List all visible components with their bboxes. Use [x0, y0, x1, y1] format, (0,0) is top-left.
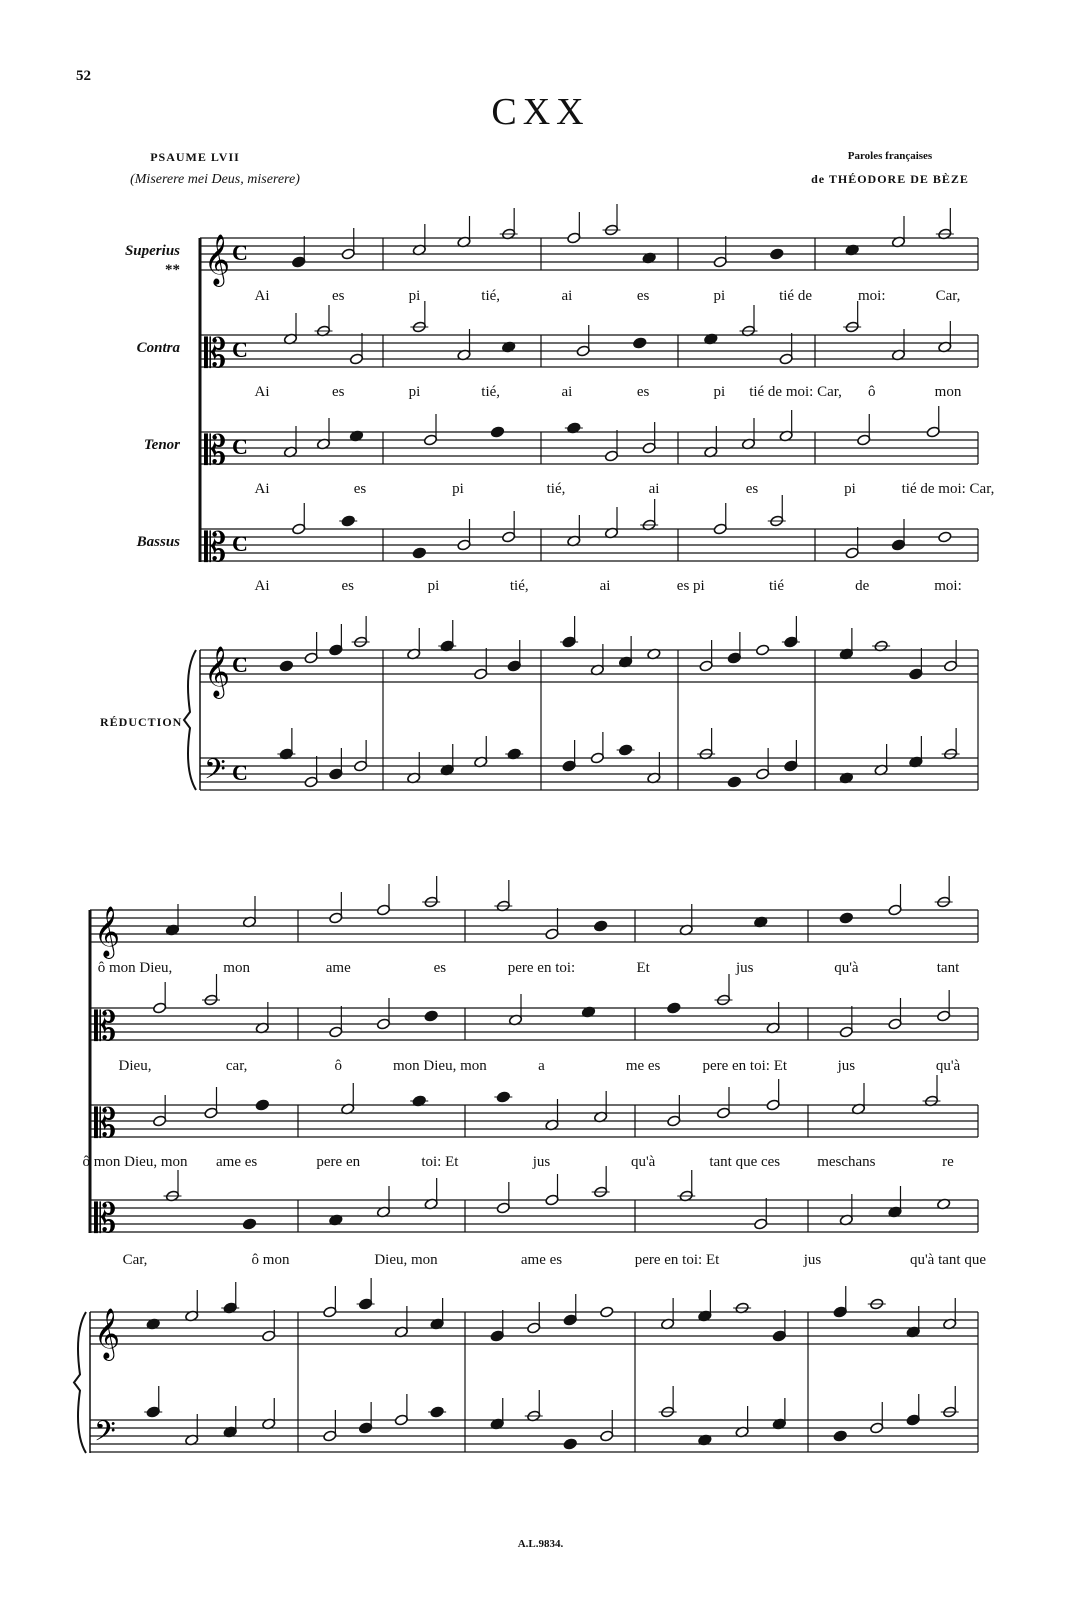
lyric-syllable: mon	[934, 384, 962, 400]
lyric-syllable: de	[855, 578, 870, 594]
lyric-syllable: Ai	[254, 578, 270, 594]
voice-label-bassus: Bassus	[136, 534, 180, 550]
lyric-syllable: jus	[532, 1154, 551, 1170]
barlines	[74, 238, 978, 1453]
note-head	[594, 920, 608, 932]
lyric-syllable: moi:	[858, 288, 886, 304]
clef-icon: 𝄡	[204, 525, 227, 571]
lyric-syllable: ame es	[216, 1154, 258, 1170]
note-head	[833, 1430, 847, 1442]
lyric-syllable: pi	[408, 288, 421, 304]
lyric-syllable: tié,	[481, 288, 501, 304]
lyric-syllable: moi:	[934, 578, 962, 594]
note-head	[727, 776, 741, 788]
lyric-syllable: toi: Et	[421, 1154, 459, 1170]
lyric-syllable: qu'à	[935, 1058, 961, 1074]
lyric-syllable: tié	[769, 578, 784, 594]
lyric-syllable: ai	[561, 384, 573, 400]
lyric-syllable: Car,	[122, 1252, 148, 1268]
lyric-syllable: pere en	[316, 1154, 361, 1170]
lyric-syllable: qu'à tant que	[909, 1252, 987, 1268]
note-head	[633, 337, 647, 349]
clef-icon: 𝄡	[204, 428, 227, 474]
lyric-syllable: es	[745, 481, 759, 497]
lyric-syllable: ai	[561, 288, 573, 304]
lyric-syllable: ô	[868, 384, 876, 400]
plate-number: A.L.9834.	[517, 1538, 564, 1550]
lyric-syllable: tant	[936, 960, 960, 976]
lyric-syllable: mon	[223, 960, 250, 976]
lyric-syllable: mon Dieu, mon	[393, 1058, 487, 1074]
piano-brace	[74, 1312, 86, 1453]
note-head	[600, 1306, 614, 1318]
clef-icon: 𝄡	[94, 1004, 117, 1050]
lyric-syllable: pere en toi:	[507, 960, 576, 976]
note-head	[938, 531, 952, 543]
lyric-syllable: me es	[625, 1058, 661, 1074]
note-head	[242, 1218, 256, 1230]
lyric-syllable: pere en toi: Et	[634, 1252, 720, 1268]
lyric-syllable: a	[538, 1058, 545, 1074]
note-head	[770, 248, 784, 260]
psalm-heading: PSAUME LVII	[150, 150, 240, 164]
note-head	[412, 547, 426, 559]
lyric-syllable: meschans	[817, 1154, 876, 1170]
lyric-syllable: Et	[636, 960, 650, 976]
note-head	[424, 1010, 438, 1022]
lyric-syllable: ô mon	[251, 1252, 290, 1268]
lyric-syllable: tié de moi: Car,	[901, 481, 995, 497]
voice-marker-superius: **	[165, 262, 180, 278]
lyric-syllable: es	[331, 384, 345, 400]
lyric-syllable: es pi	[676, 578, 705, 594]
lyric-syllable: ai	[599, 578, 611, 594]
clef-icon: 𝄞	[94, 1308, 121, 1359]
time-signature-icon: C	[232, 337, 248, 362]
clef-icon: 𝄡	[204, 331, 227, 377]
lyric-syllable: pi	[408, 384, 421, 400]
lyric-syllable: es	[353, 481, 367, 497]
note-head	[279, 660, 293, 672]
latin-incipit: (Miserere mei Deus, miserere)	[130, 172, 300, 187]
lyric-syllable: tant que ces	[709, 1154, 781, 1170]
lyric-syllable: Dieu, mon	[374, 1252, 438, 1268]
clef-icon: 𝄞	[204, 234, 231, 285]
lyric-syllable: ame es	[520, 1252, 563, 1268]
piano-brace	[184, 650, 196, 790]
lyric-syllable: ame	[325, 960, 351, 976]
page-title: CXX	[491, 91, 590, 133]
lyric-syllable: car,	[225, 1058, 248, 1074]
note-head	[756, 644, 770, 656]
page-number: 52	[76, 68, 91, 84]
lyric-syllable: jus	[803, 1252, 822, 1268]
lyric-syllable: pi	[844, 481, 856, 497]
time-signature-icon: C	[232, 434, 248, 459]
lyric-syllable: re	[942, 1154, 954, 1170]
lyric-syllable: tié de	[779, 288, 813, 304]
note-head	[490, 426, 504, 438]
lyrics-author: de THÉODORE DE BÈZE	[811, 172, 969, 186]
clefs	[94, 234, 248, 1455]
lyric-syllable: jus	[837, 1058, 856, 1074]
voice-label-superius: Superius	[124, 243, 180, 259]
clef-icon: 𝄞	[204, 646, 231, 697]
lyric-syllable: es	[636, 384, 650, 400]
lyric-syllable: tié,	[509, 578, 529, 594]
time-signature-icon: C	[232, 531, 248, 556]
lyric-syllable: pi	[713, 288, 726, 304]
lyric-syllable: Car,	[935, 288, 961, 304]
lyric-syllable: tié,	[481, 384, 501, 400]
voice-label-tenor: Tenor	[143, 437, 180, 453]
clef-icon: 𝄡	[94, 1196, 117, 1242]
lyric-syllable: pi	[713, 384, 726, 400]
lyric-syllable: es	[331, 288, 345, 304]
lyric-syllable: ô mon Dieu,	[97, 960, 173, 976]
clef-icon: 𝄢	[94, 1415, 116, 1455]
time-signature-icon: C	[232, 652, 248, 677]
lyric-syllable: Ai	[254, 384, 270, 400]
lyric-syllable: qu'à	[834, 960, 859, 976]
lyric-syllable: Dieu,	[118, 1058, 152, 1074]
lyric-syllable: pi	[452, 481, 464, 497]
staff-lines	[90, 238, 978, 1452]
note-head	[839, 912, 853, 924]
lyric-syllable: tié de moi: Car,	[749, 384, 842, 400]
lyric-syllable: Ai	[254, 481, 270, 497]
clef-icon: 𝄡	[94, 1101, 117, 1147]
lyric-syllable: es	[636, 288, 650, 304]
clef-icon: 𝄢	[204, 753, 226, 793]
lyric-syllable: ô mon Dieu, mon	[82, 1154, 188, 1170]
lyric-syllable: Ai	[254, 288, 270, 304]
lyric-syllable: es	[433, 960, 447, 976]
lyric-syllable: tié,	[546, 481, 566, 497]
lyric-syllable: ô	[334, 1058, 342, 1074]
time-signature-icon: C	[232, 240, 248, 265]
lyric-syllable: pi	[427, 578, 440, 594]
note-head	[255, 1099, 269, 1111]
reduction-label: RÉDUCTION	[100, 715, 183, 729]
clef-icon: 𝄞	[94, 906, 121, 957]
lyric-syllable: jus	[735, 960, 754, 976]
note-head	[667, 1002, 681, 1014]
note-head	[563, 1438, 577, 1450]
time-signature-icon: C	[232, 760, 248, 785]
lyric-syllable: es	[341, 578, 354, 594]
lyric-syllable: qu'à	[630, 1154, 656, 1170]
lyric-syllable: pere en toi: Et	[702, 1058, 788, 1074]
voice-label-contra: Contra	[136, 340, 180, 356]
lyrics-credit-label: Paroles françaises	[847, 150, 933, 162]
lyric-syllable: ai	[648, 481, 660, 497]
